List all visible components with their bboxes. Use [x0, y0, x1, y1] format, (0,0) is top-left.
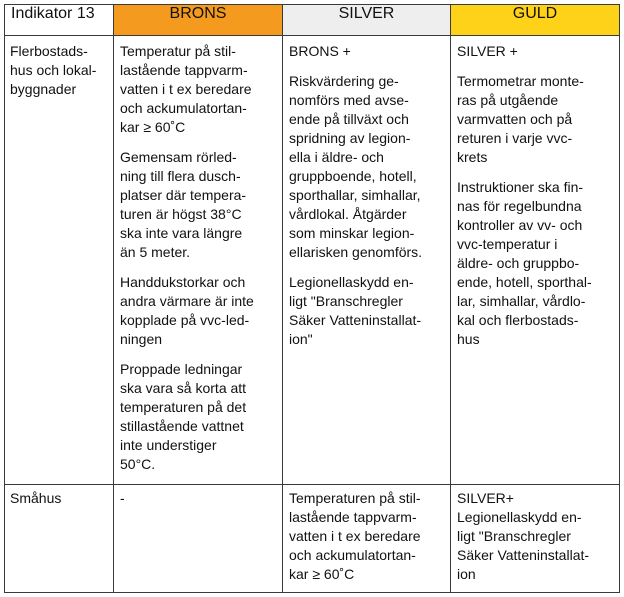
guld-header: GULD [451, 5, 620, 36]
brons-cell [114, 36, 283, 485]
guld-requirement: Instruktioner ska fin- nas för regelbundna kontroller av vv- och vvc-temperatur i äldre- och gruppbo- ende, hotell, sporthal- lar, simhallar, vårdlo- kal och flerbostads- hus [457, 179, 592, 347]
guld-requirement: SILVER+ Legionellaskydd en- ligt "Branschregler Säker Vatteninstallat- ion [457, 490, 590, 582]
row-label: Småhus [10, 490, 62, 506]
silver-cell [283, 36, 451, 485]
indicator-13-table [4, 4, 620, 593]
silver-requirement: BRONS + [289, 43, 351, 59]
row-label-cell [5, 36, 114, 485]
silver-header: SILVER [283, 5, 451, 36]
silver-requirement: Riskvärdering ge- nomförs med avse- ende på tillväxt och spridning av legion- ella i äldre- och gruppboende, hotell, sporthallar, simhallar, vårdlokal. Åtgärder som minskar legion- ellarisken genomförs. [289, 73, 423, 260]
brons-cell [114, 485, 283, 593]
row-label-cell [5, 485, 114, 593]
table-row [5, 36, 620, 485]
brons-requirement: Handdukstorkar och andra värmare är inte kopplade på vvc-led- ningen [120, 274, 254, 347]
silver-cell [283, 485, 451, 593]
header-row [5, 5, 620, 36]
brons-requirement: Proppade ledningar ska vara så korta att temperaturen på det stillastående vattnet inte understiger 50°C. [120, 361, 247, 472]
row-label: Flerbostads- hus och lokal- byggnader [10, 43, 97, 97]
brons-header: BRONS [114, 5, 283, 36]
guld-cell [451, 485, 620, 593]
guld-requirement: Termometrar monte- ras på utgående varmvatten och på returen i varje vvc- krets [457, 73, 584, 165]
table-row [5, 485, 620, 593]
guld-requirement: SILVER + [457, 43, 518, 59]
silver-requirement: Temperaturen på stil- lastående tappvarm- vatten i t ex beredare och ackumulatortan- kar ≥ 60˚C [289, 490, 421, 582]
brons-requirement: Gemensam rörled- ning till flera dusch- platser där tempera- turen är högst 38°C ska inte vara längre än 5 meter. [120, 149, 247, 260]
guld-cell [451, 36, 620, 485]
silver-requirement: Legionellaskydd en- ligt "Branschregler Säker Vatteninstallat- ion" [289, 274, 422, 347]
indicator-header: Indikator 13 [5, 5, 114, 36]
brons-requirement: Temperatur på stil- lastående tappvarm- vatten i t ex beredare och ackumulatortan- kar ≥ 60˚C [120, 43, 252, 135]
brons-requirement: - [120, 490, 125, 506]
